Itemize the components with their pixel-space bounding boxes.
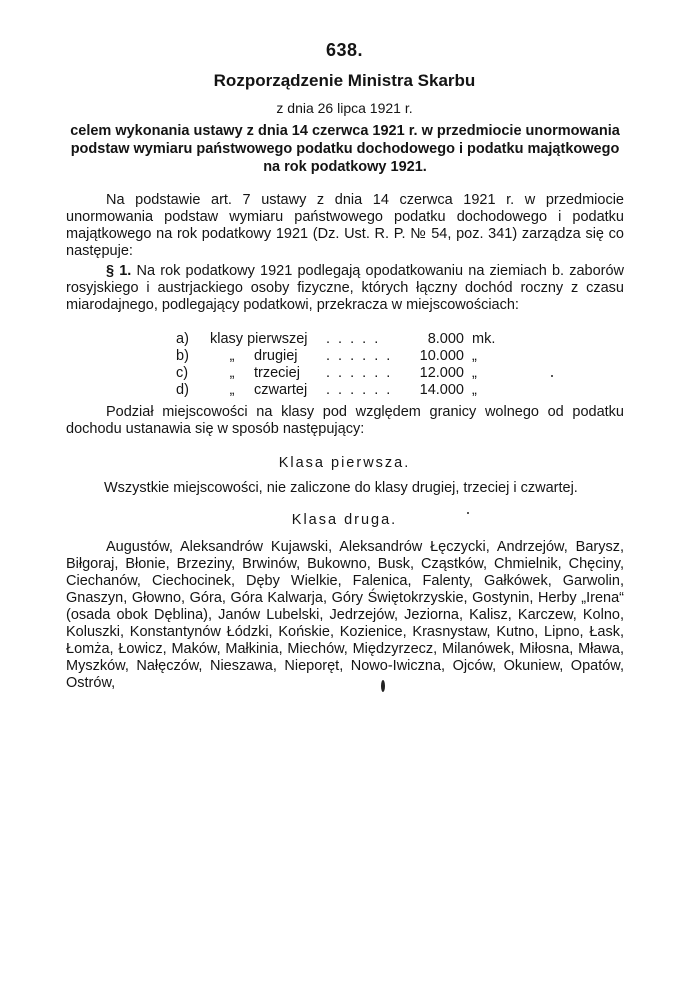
class-value: 14.000 (419, 382, 464, 398)
class-value: 10.000 (419, 348, 464, 364)
class-ditto: „ (229, 365, 235, 381)
section-1-text: Na rok podatkowy 1921 podlegają opodatkowaniu na ziemiach b. zaborów rosyjskiego i austrjackiego osoby fizyczne, których łączny dochód roczny z czasu miarodajnego, podlegający podatkowi, przekracza w miejscowościach: (66, 263, 625, 313)
class-dots: . . . . . . (326, 348, 393, 364)
class-dots: . . . . . . (326, 365, 393, 381)
class-unit: „ (472, 382, 477, 398)
class-ditto: „ (229, 348, 235, 364)
division-paragraph: Podział miejscowości na klasy pod względem granicy wolnego od podatku dochodu ustanawia się w sposób następujący: (66, 404, 624, 437)
preamble-paragraph: Na podstawie art. 7 ustawy z dnia 14 czerwca 1921 r. w przedmiocie unormowania podstaw wymiaru państwowego podatku dochodowego i podatku majątkowego na rok podatkowy 1921 (Dz. Ust. R. P. № 54, poz. 341) zarządza się co następuje: (66, 192, 624, 259)
class-unit: „ (472, 365, 477, 381)
page-number: 638. (325, 40, 364, 60)
class-word: klasy pierwszej (210, 331, 308, 347)
class-value: 12.000 (419, 365, 464, 381)
class-row (176, 382, 536, 399)
class-dots: . . . . . . (326, 382, 393, 398)
class-letter: b) (176, 348, 189, 364)
subject-text: celem wykonania ustawy z dnia 14 czerwca 1921 r. w przedmiocie unormowania podstaw wymiaru państwowego podatku dochodowego i podatku majątkowego na rok podatkowy 1921. (70, 123, 620, 175)
class-second-heading: Klasa druga. (291, 512, 398, 528)
class-dots: . . . . . (326, 331, 381, 347)
class-row (176, 348, 536, 365)
class-row (176, 331, 536, 348)
section-number: § 1. (106, 263, 132, 279)
class-threshold-list (176, 331, 536, 399)
class-value: 8.000 (427, 331, 464, 347)
class-word: trzeciej (254, 365, 300, 381)
class-row (176, 365, 536, 382)
document-title: Rozporządzenie Ministra Skarbu (213, 71, 476, 90)
class-unit: „ (472, 348, 477, 364)
date-line: z dnia 26 lipca 1921 r. (276, 100, 413, 116)
class-word: czwartej (254, 382, 308, 398)
section-1-paragraph (66, 263, 624, 314)
class-letter: a) (176, 331, 189, 347)
class-unit: mk. (472, 331, 496, 347)
class-ditto: „ (229, 382, 235, 398)
class-letter: d) (176, 382, 189, 398)
class-word: drugiej (254, 348, 298, 364)
class-second-towns: Augustów, Aleksandrów Kujawski, Aleksandrów Łęczycki, Andrzejów, Barysz, Biłgoraj, Błonie, Brzeziny, Brwinów, Bukowno, Busk, Cząstków, Chmielnik, Chęciny, Ciechanów, Ciechocinek, Dęby Wielkie, Falenica, Falenty, Gałkówek, Garwolin, Gnaszyn, Głowno, Góra, Góra Kalwarja, Góry Świętokrzyskie, Gostynin, Herby „Irena“ (osada obok Dęblina), Janów Lubelski, Jedrzejów, Jeziorna, Kalisz, Karczew, Kolno, Koluszki, Konstantynów Łódzki, Końskie, Kozienice, Krasnystaw, Kutno, Lipno, Łask, Łomża, Łowicz, Maków, Małkinia, Miechów, Międzyrzecz, Milanówek, Miłosna, Mława, Myszków, Nałęczów, Nieszawa, Nieporęt, Nowo-Iwiczna, Ojców, Okuniew, Opatów, Ostrów, (66, 539, 624, 691)
class-letter: c) (176, 365, 189, 381)
class-first-heading: Klasa pierwsza. (278, 455, 411, 471)
class-first-text: Wszystkie miejscowości, nie zaliczone do klasy drugiej, trzeciej i czwartej. (104, 480, 578, 496)
